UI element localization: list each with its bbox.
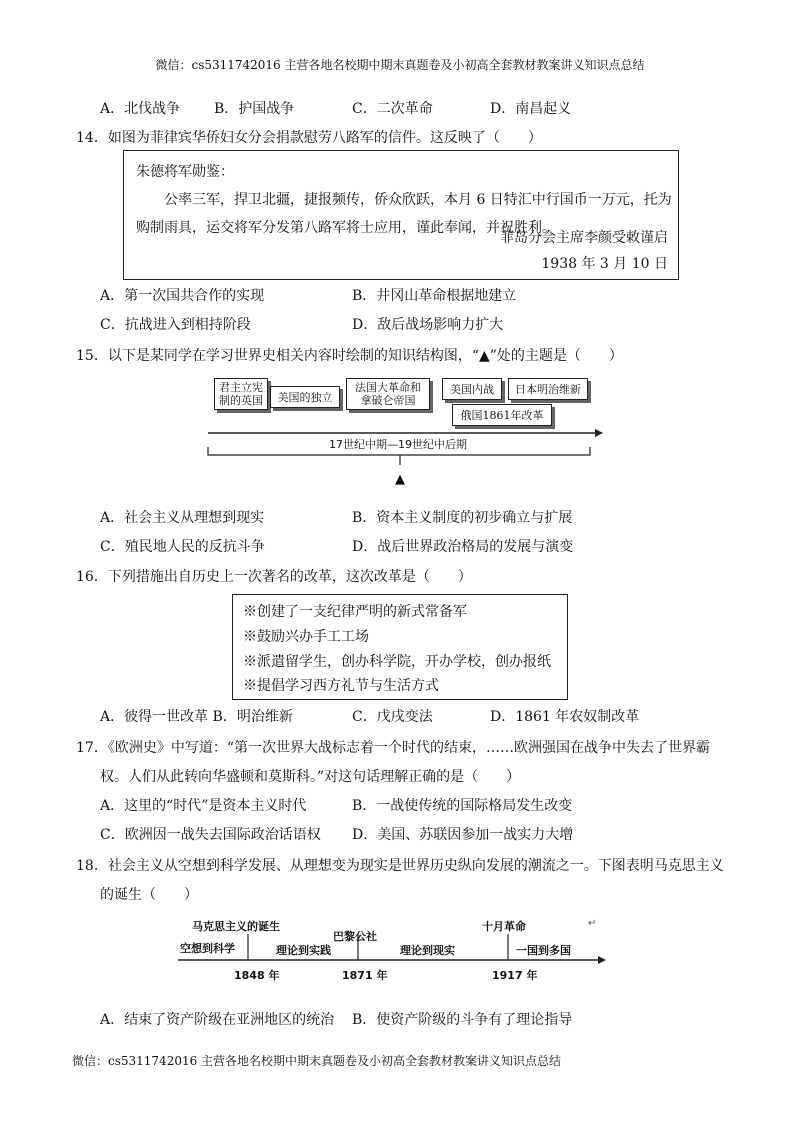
timeline-label-utopia-to-science: 空想到科学: [180, 942, 235, 955]
q13-option-d: D．南昌起义: [490, 101, 572, 117]
q14-option-c: C．抗战进入到相持阶段: [100, 317, 251, 333]
timeline-label-paris-commune: 巴黎公社: [333, 930, 377, 943]
box-british-constitutional: 君主立宪 制的英国: [214, 378, 268, 410]
q16-options-ab: A．彼得一世改革 B．明治维新: [100, 709, 293, 725]
q14-stem: 14．如图为菲律宾华侨妇女分会捐款慰劳八路军的信件。这反映了（ ）: [76, 130, 542, 146]
q17-stem-line1: 17．《欧洲史》中写道：“第一次世界大战标志着一个时代的结束，……欧洲强国在战争中失去了世界霸: [76, 740, 710, 756]
q17-option-b: B．一战使传统的国际格局发生改变: [352, 798, 573, 814]
q16-option-d: D．1861 年农奴制改革: [490, 709, 640, 725]
q14-letter-box: [123, 150, 679, 280]
q15-option-b: B．资本主义制度的初步确立与扩展: [352, 510, 573, 526]
q18-option-b: B．使资产阶级的斗争有了理论指导: [352, 1012, 573, 1028]
measure-item: ※提倡学习西方礼节与生活方式: [243, 678, 439, 694]
period-label: 17世纪中期—19世纪中后期: [329, 438, 467, 451]
timeline-year-1848: 1848 年: [234, 969, 280, 982]
letter-date: 1938 年 3 月 10 日: [541, 256, 668, 272]
box-meiji-restoration: 日本明治维新: [508, 378, 588, 400]
q14-option-a: A．第一次国共合作的实现: [100, 288, 265, 304]
box-russia-1861-reform: 俄国1861年改革: [452, 404, 552, 426]
measure-item: ※创建了一支纪律严明的新式常备军: [243, 604, 467, 620]
q17-option-a: A．这里的“时代”是资本主义时代: [100, 798, 307, 814]
q15-option-c: C．殖民地人民的反抗斗争: [100, 539, 265, 555]
measure-item: ※派遣留学生，创办科学院，开办学校，创办报纸: [243, 654, 551, 670]
measure-item: ※鼓励兴办手工工场: [243, 629, 369, 645]
timeline-label-october-revolution: 十月革命: [482, 920, 526, 933]
q18-option-a: A．结束了资产阶级在亚洲地区的统治: [100, 1012, 335, 1028]
return-mark: ↵: [588, 918, 597, 929]
q18-stem-line1: 18．社会主义从空想到科学发展、从理想变为现实是世界历史纵向发展的潮流之一。下图表明马克思主义: [76, 858, 724, 874]
page-header: 微信：cs5311742016 主营各地名校期中期末真题卷及小初高全套教材教案讲义知识点总结: [155, 58, 645, 72]
letter-signature: 菲岛分会主席李颜受敕谨启: [500, 230, 668, 246]
timeline-label-theory-to-practice: 理论到实践: [276, 944, 331, 957]
q18-stem-line2: 的诞生（ ）: [100, 887, 198, 903]
q16-option-c: C．戊戌变法: [352, 709, 433, 725]
q17-stem-line2: 权。人们从此转向华盛顿和莫斯科。”对这句话理解正确的是（ ）: [100, 769, 521, 785]
q17-option-d: D．美国、苏联因参加一战实力大增: [352, 827, 574, 843]
q16-measures-box: [232, 594, 568, 700]
q14-option-d: D．敌后战场影响力扩大: [352, 317, 504, 333]
box-french-revolution: 法国大革命和 拿破仑帝国: [346, 378, 430, 410]
timeline-year-1917: 1917 年: [492, 969, 538, 982]
letter-salutation: 朱德将军勋鉴：: [136, 164, 234, 180]
q13-option-b: B．护国战争: [214, 101, 295, 117]
page-footer: 微信：cs5311742016 主营各地名校期中期末真题卷及小初高全套教材教案讲义知识点总结: [72, 1054, 562, 1068]
q13-option-a: A．北伐战争: [100, 101, 181, 117]
timeline-label-marxism: 马克思主义的诞生: [192, 920, 280, 933]
q14-option-b: B．井冈山革命根据地建立: [352, 288, 517, 304]
q15-option-d: D．战后世界政治格局的发展与演变: [352, 539, 574, 555]
box-american-civil-war: 美国内战: [442, 378, 502, 400]
letter-body-line2: 购制雨具，运交将军分发第八路军将士应用，谨此奉闻，并祝胜利。: [136, 220, 556, 236]
q17-option-c: C．欧洲因一战失去国际政治话语权: [100, 827, 321, 843]
q16-stem: 16．下列措施出自历史上一次著名的改革，这次改革是（ ）: [76, 569, 472, 585]
box-american-independence: 美国的独立: [270, 386, 340, 408]
timeline-label-one-to-many: 一国到多国: [516, 944, 571, 957]
q15-stem: 15．以下是某同学在学习世界史相关内容时绘制的知识结构图，“▲”处的主题是（ ）: [76, 348, 623, 364]
timeline-label-theory-to-reality: 理论到现实: [400, 944, 455, 957]
q13-option-c: C．二次革命: [352, 101, 433, 117]
timeline-year-1871: 1871 年: [342, 969, 388, 982]
triangle-marker: ▲: [395, 472, 405, 487]
q15-option-a: A．社会主义从理想到现实: [100, 510, 265, 526]
letter-body-line1: 公率三军，捍卫北疆，捷报频传，侨众欣跃，本月 6 日特汇中行国币一万元，托为: [164, 192, 672, 208]
q18-timeline: [170, 912, 610, 984]
q15-period-bracket: [200, 425, 605, 500]
